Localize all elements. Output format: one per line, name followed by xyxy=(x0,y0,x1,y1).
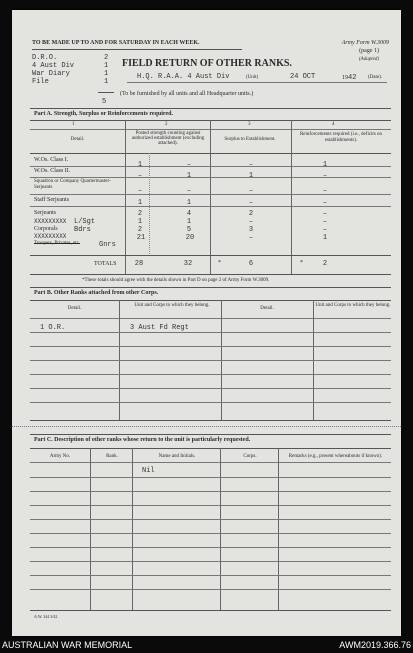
distribution-row: File 1 xyxy=(32,78,109,86)
row-label: Squadron or Company Quartermaster-Serjeants xyxy=(34,179,111,190)
unit-underline xyxy=(127,82,387,83)
footer-accession-number: AWM2019.366.76 xyxy=(339,640,411,650)
row-rule xyxy=(30,194,391,195)
struck-label: Corporals xyxy=(34,226,58,232)
surplus-value: – xyxy=(248,187,254,195)
row-rule xyxy=(30,388,391,389)
furnish-note: (To be furnished by all units and all Headquarter units.) xyxy=(120,91,254,97)
posted-value: 5 xyxy=(186,226,192,234)
part-b-body-rule xyxy=(30,318,391,319)
row-rule xyxy=(30,575,391,576)
totals-bottom-rule xyxy=(30,274,391,275)
part-c-header-army-no: Army No. xyxy=(49,454,71,459)
part-c-header-rank: Rank. xyxy=(106,454,118,459)
col-number-1: 1 xyxy=(72,122,75,127)
part-a-title: Part A. Strength, Surplus or Reinforcements required. xyxy=(34,111,173,117)
form-page xyxy=(12,10,401,636)
reinf-value: – xyxy=(322,199,328,207)
unit-value: H.Q. R.A.A. 4 Aust Div xyxy=(137,73,230,81)
surplus-value: – xyxy=(248,199,254,207)
header-detail: Detail. xyxy=(70,137,85,142)
part-b-header-unit-2: Unit and Corps to which they belong. xyxy=(315,303,391,308)
part-a-footnote: *These totals should agree with the details shown in Part D on page 2 of Army Form W.3009. xyxy=(82,278,270,283)
distribution-sum-line xyxy=(98,92,114,93)
total-reinf: 2 xyxy=(322,260,328,268)
col-divider xyxy=(132,448,133,610)
part-c-top-rule xyxy=(30,434,391,435)
total-held: 28 xyxy=(134,260,144,268)
struck-label: XXXXXXXXX xyxy=(34,233,67,240)
col-number-4: 4 xyxy=(332,122,335,127)
col-divider-dotted xyxy=(149,153,150,256)
row-rule xyxy=(30,402,391,403)
held-value: – xyxy=(137,172,143,180)
surplus-value: 3 xyxy=(248,226,254,234)
col-divider xyxy=(220,448,221,610)
row-rule xyxy=(30,589,391,590)
posted-value: – xyxy=(186,187,192,195)
date-label: (Date). xyxy=(368,75,383,80)
row-rule xyxy=(30,491,391,492)
part-a-top-rule xyxy=(30,108,391,109)
part-b-header-rule xyxy=(30,300,391,301)
row-rule xyxy=(30,505,391,506)
row-rule xyxy=(30,166,391,167)
posted-value: 1 xyxy=(186,199,192,207)
total-asterisk: * xyxy=(300,260,303,266)
struck-label: XXXXXXXXX xyxy=(34,218,67,225)
reinf-value: – xyxy=(322,218,328,226)
year-field xyxy=(342,74,356,82)
form-title: FIELD RETURN OF OTHER RANKS. xyxy=(122,58,292,69)
part-b-header-detail-2: Detail. xyxy=(260,306,274,311)
col-divider xyxy=(210,120,211,275)
row-label: Serjeants xyxy=(34,210,56,216)
row-label: Staff Serjeants xyxy=(34,197,70,203)
surplus-value: 1 xyxy=(248,172,254,180)
instruction-text: TO BE MADE UP TO AND FOR SATURDAY IN EACH WEEK. xyxy=(32,40,200,46)
held-value: – xyxy=(137,187,143,195)
surplus-value: – xyxy=(248,218,254,226)
total-posted: 32 xyxy=(183,260,193,268)
held-value: 2 xyxy=(137,210,143,218)
page-indicator: (page 1) xyxy=(359,48,379,54)
col-divider xyxy=(90,448,91,610)
reinf-value: – xyxy=(322,226,328,234)
row-rule xyxy=(30,533,391,534)
unit-label: (Unit) xyxy=(246,75,259,80)
surplus-value: 2 xyxy=(248,210,254,218)
col-divider xyxy=(278,448,279,610)
distribution-row: War Diary 1 xyxy=(32,70,109,78)
row-rule xyxy=(30,547,391,548)
year-prefix: 19 xyxy=(342,75,348,81)
part-c-header-name: Name and Initials. xyxy=(158,454,196,459)
posted-value: – xyxy=(186,161,192,169)
part-b-title: Part B. Other Ranks attached from other Corps. xyxy=(34,290,159,296)
row-rule xyxy=(30,477,391,478)
header-reinforcements: Reinforcements required (i.e., deficits on establishments). xyxy=(299,132,383,143)
surplus-value: – xyxy=(248,234,254,242)
posted-value: 1 xyxy=(186,172,192,180)
col-divider xyxy=(291,120,292,275)
row-rule xyxy=(30,332,391,333)
header-posted-strength: Posted strength counting against authorized establishment (excluding attached). xyxy=(131,131,205,146)
posted-value: 1 xyxy=(186,218,192,226)
header-surplus: Surplus to Establishment. xyxy=(224,137,276,142)
part-b-entry-detail: 1 O.R. xyxy=(40,324,66,332)
part-b-header-detail: Detail. xyxy=(67,306,82,311)
totals-label: TOTALS xyxy=(94,261,117,267)
posted-value: 4 xyxy=(186,210,192,218)
adapted-note: (Adapted) xyxy=(359,57,379,62)
struck-label: Troopers, Privates, etc. xyxy=(34,241,81,246)
surplus-value: – xyxy=(248,161,254,169)
reinf-value: – xyxy=(322,210,328,218)
total-asterisk: * xyxy=(218,260,221,266)
part-b-header-unit: Unit and Corps to which they belong. xyxy=(134,303,210,308)
year-value: 42 xyxy=(348,74,357,82)
row-rule xyxy=(30,360,391,361)
part-c-title: Part C. Description of other ranks whose return to the unit is particularly requested. xyxy=(34,437,251,443)
row-rule xyxy=(30,346,391,347)
reinf-value: – xyxy=(322,172,328,180)
row-rule xyxy=(30,519,391,520)
part-c-header-remarks: Remarks (e.g., present whereabouts if known). xyxy=(288,454,383,459)
reinf-value: – xyxy=(322,187,328,195)
held-value: 1 xyxy=(137,199,143,207)
part-c-bottom-rule xyxy=(30,610,391,611)
row-label: W.Os. Class I. xyxy=(34,157,69,163)
part-b-entry-unit: 3 Aust Fd Regt xyxy=(130,324,189,332)
held-value: 1 xyxy=(137,218,143,226)
col-divider xyxy=(125,120,126,275)
part-c-body-rule xyxy=(30,462,391,463)
part-b-top-rule xyxy=(30,287,391,288)
reinf-value: 1 xyxy=(322,161,328,169)
col-number-3: 3 xyxy=(248,122,251,127)
row-rule xyxy=(30,206,391,207)
date-value: 24 OCT xyxy=(290,73,316,81)
row-label: W.Os. Class II. xyxy=(34,168,71,174)
held-value: 1 xyxy=(137,161,143,169)
row-rule xyxy=(30,374,391,375)
distribution-row: 4 Aust Div 1 xyxy=(32,62,109,70)
part-c-entry: Nil xyxy=(142,467,155,475)
instruction-underline xyxy=(32,49,242,50)
row-label: Gnrs xyxy=(99,241,116,249)
row-label: L/Sgt xyxy=(74,218,96,226)
part-b-bottom-rule xyxy=(30,420,391,421)
distribution-row: D.R.O. 2 xyxy=(32,54,109,62)
posted-value: 20 xyxy=(185,234,195,242)
totals-top-rule xyxy=(30,255,391,256)
row-rule xyxy=(30,177,391,178)
print-code: A.W. 344 3/42 xyxy=(34,614,58,619)
perforation-line xyxy=(12,426,401,427)
footer-institution: AUSTRALIAN WAR MEMORIAL xyxy=(2,640,133,650)
part-c-header-corps: Corps. xyxy=(243,454,257,459)
held-value: 21 xyxy=(136,234,146,242)
col-number-2: 2 xyxy=(165,122,168,127)
row-label: Bdrs xyxy=(74,226,91,234)
army-form-number: Army Form W.3009 xyxy=(341,40,389,46)
held-value: 2 xyxy=(137,226,143,234)
total-surplus: 6 xyxy=(248,260,254,268)
part-c-header-rule xyxy=(30,448,391,449)
distribution-total: 5 xyxy=(102,98,107,106)
row-rule xyxy=(30,561,391,562)
reinf-value: 1 xyxy=(322,234,328,242)
